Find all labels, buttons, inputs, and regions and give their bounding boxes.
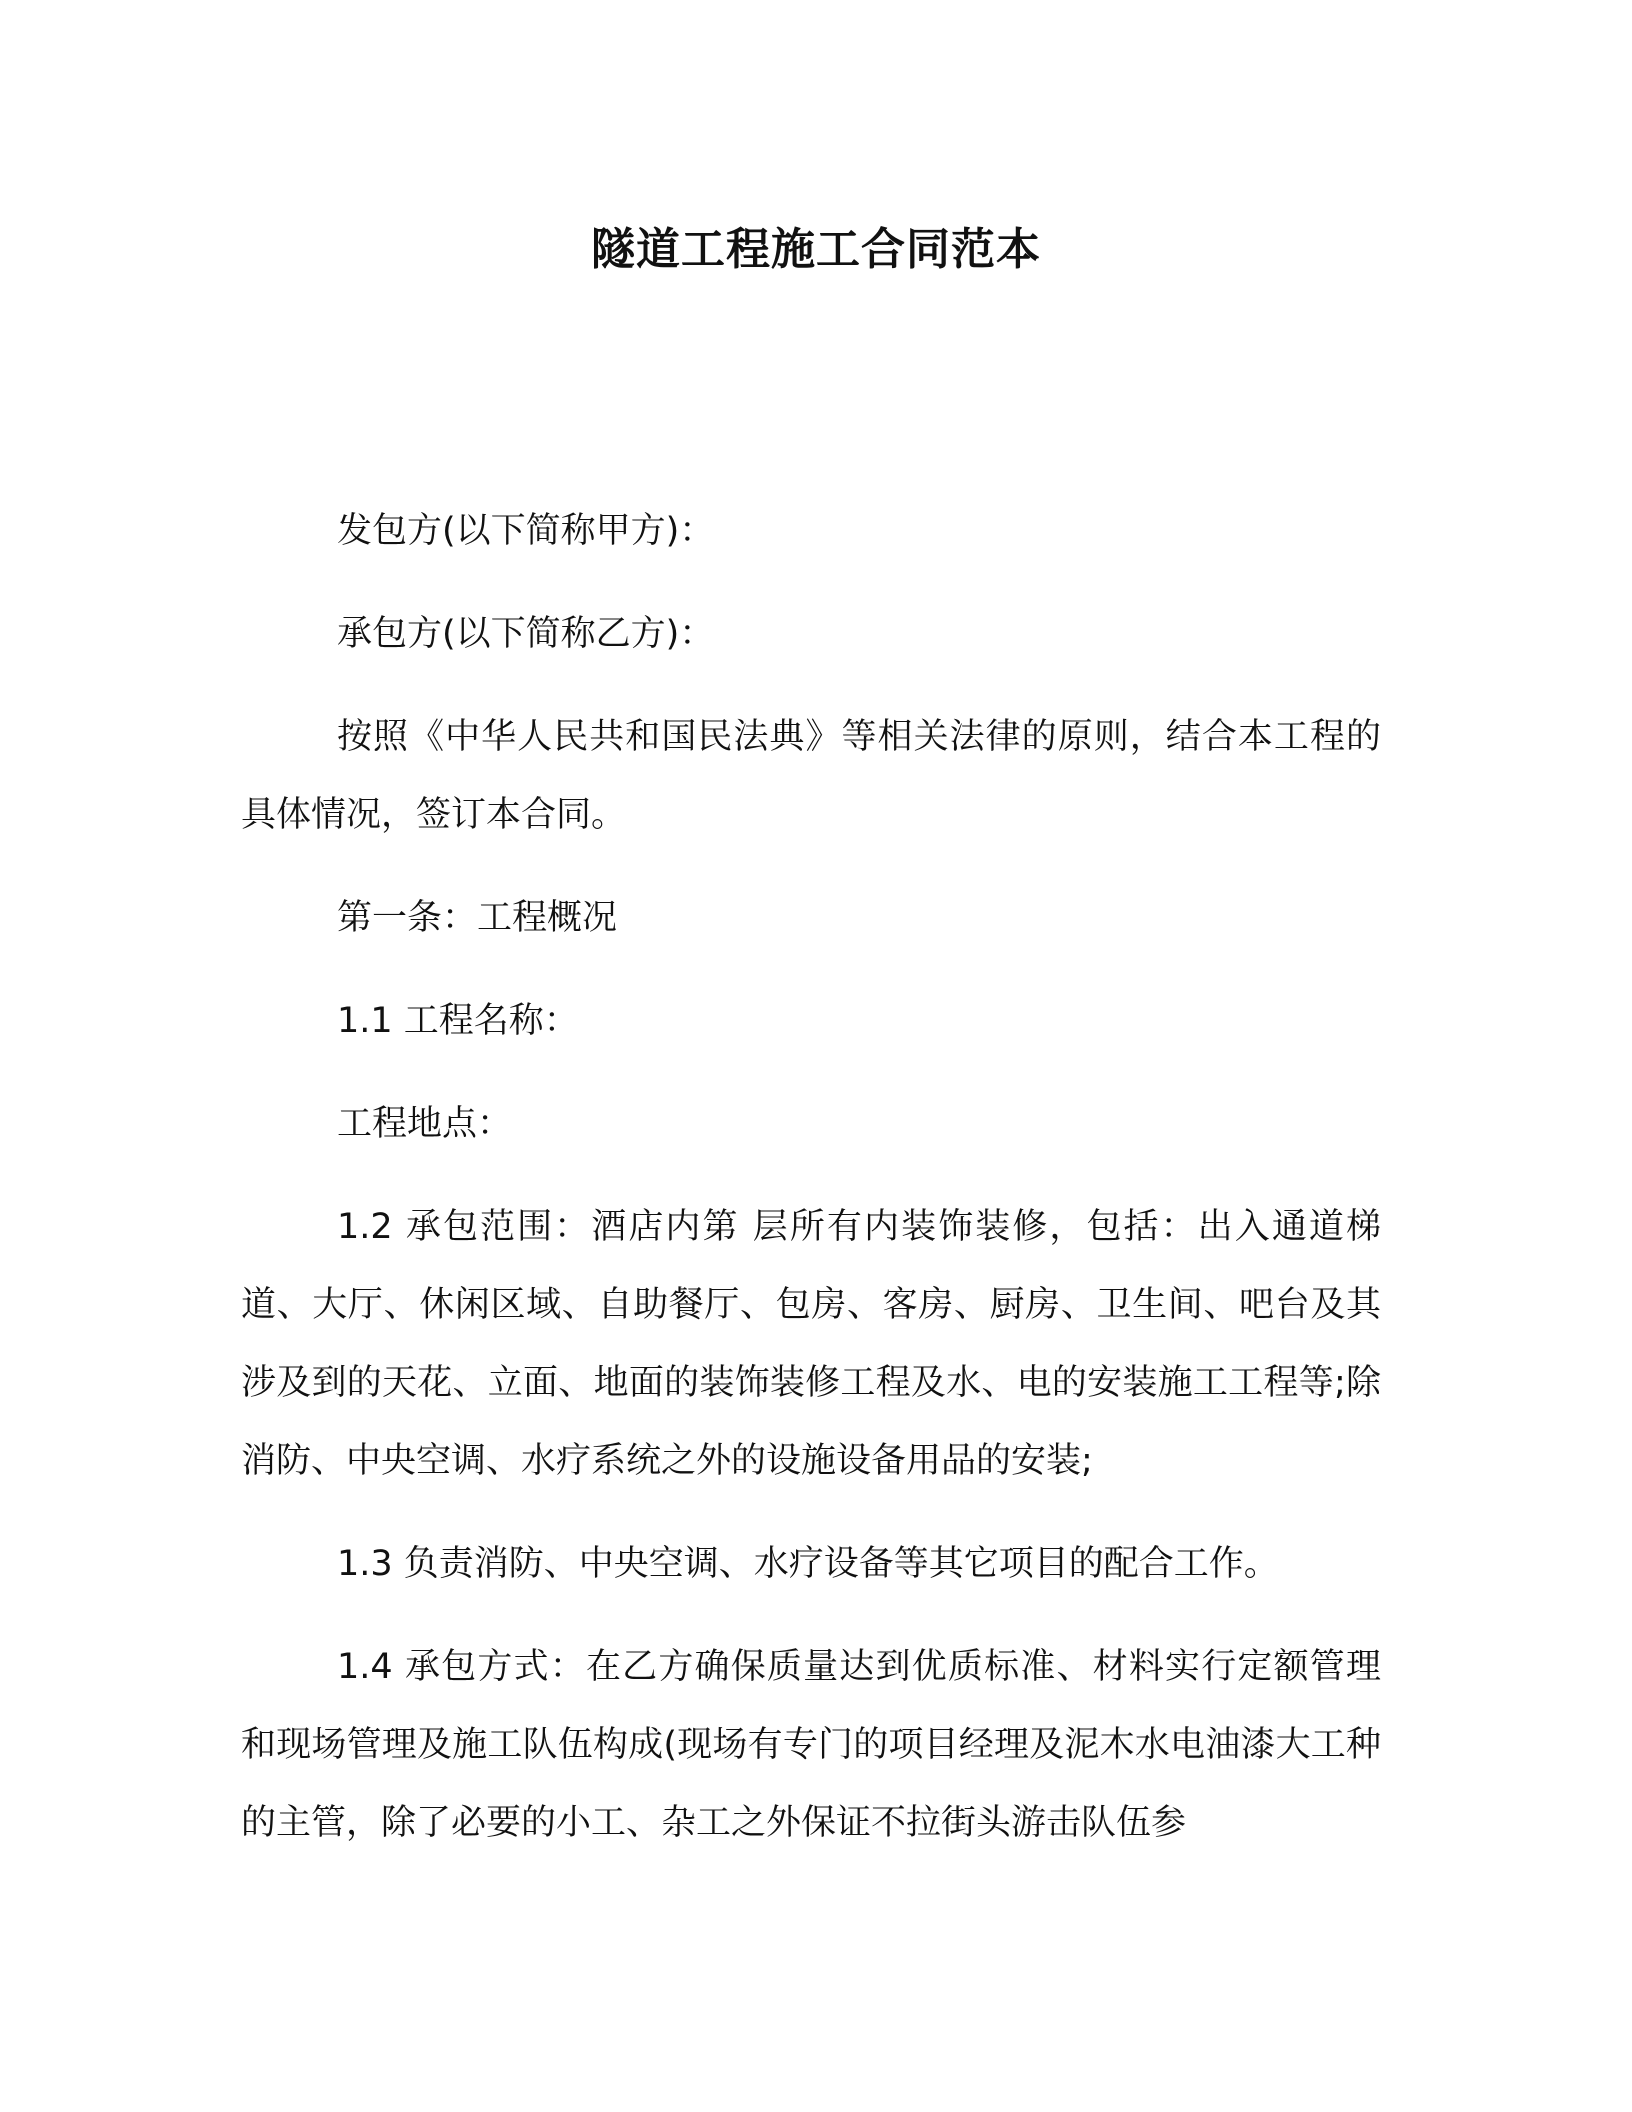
article-1-heading: 第一条：工程概况 — [337, 898, 618, 938]
clause-1-1-project-name: 1.1 工程名称： — [337, 1001, 579, 1041]
clause-1-2-scope: 1.2 承包范围：酒店内第 层所有内装饰装修，包括：出入通道梯道、大厅、休闲区域、自助餐厅、包房、客房、厨房、卫生间、吧台及其涉及到的天花、立面、地面的装饰装修工程及水、电的安装施工工程等;除消防、中央空调、水疗系统之外的设施设备用品的安装; — [241, 1207, 1381, 1481]
clause-party-a: 发包方(以下简称甲方)： — [337, 511, 715, 551]
document-body — [241, 492, 1381, 1887]
clause-1-4-method: 1.4 承包方式：在乙方确保质量达到优质标准、材料实行定额管理和现场管理及施工队伍构成(现场有专门的项目经理及泥木水电油漆大工种的主管，除了必要的小工、杂工之外保证不拉街头游击队伍参 — [241, 1647, 1381, 1843]
clause-preamble: 按照《中华人民共和国民法典》等相关法律的原则，结合本工程的具体情况，签订本合同。 — [241, 717, 1381, 835]
clause-project-location: 工程地点： — [337, 1104, 513, 1144]
document-title: 隧道工程施工合同范本 — [591, 224, 1041, 275]
clause-1-3-coordination: 1.3 负责消防、中央空调、水疗设备等其它项目的配合工作。 — [337, 1544, 1279, 1584]
clause-party-b: 承包方(以下简称乙方)： — [337, 614, 715, 654]
